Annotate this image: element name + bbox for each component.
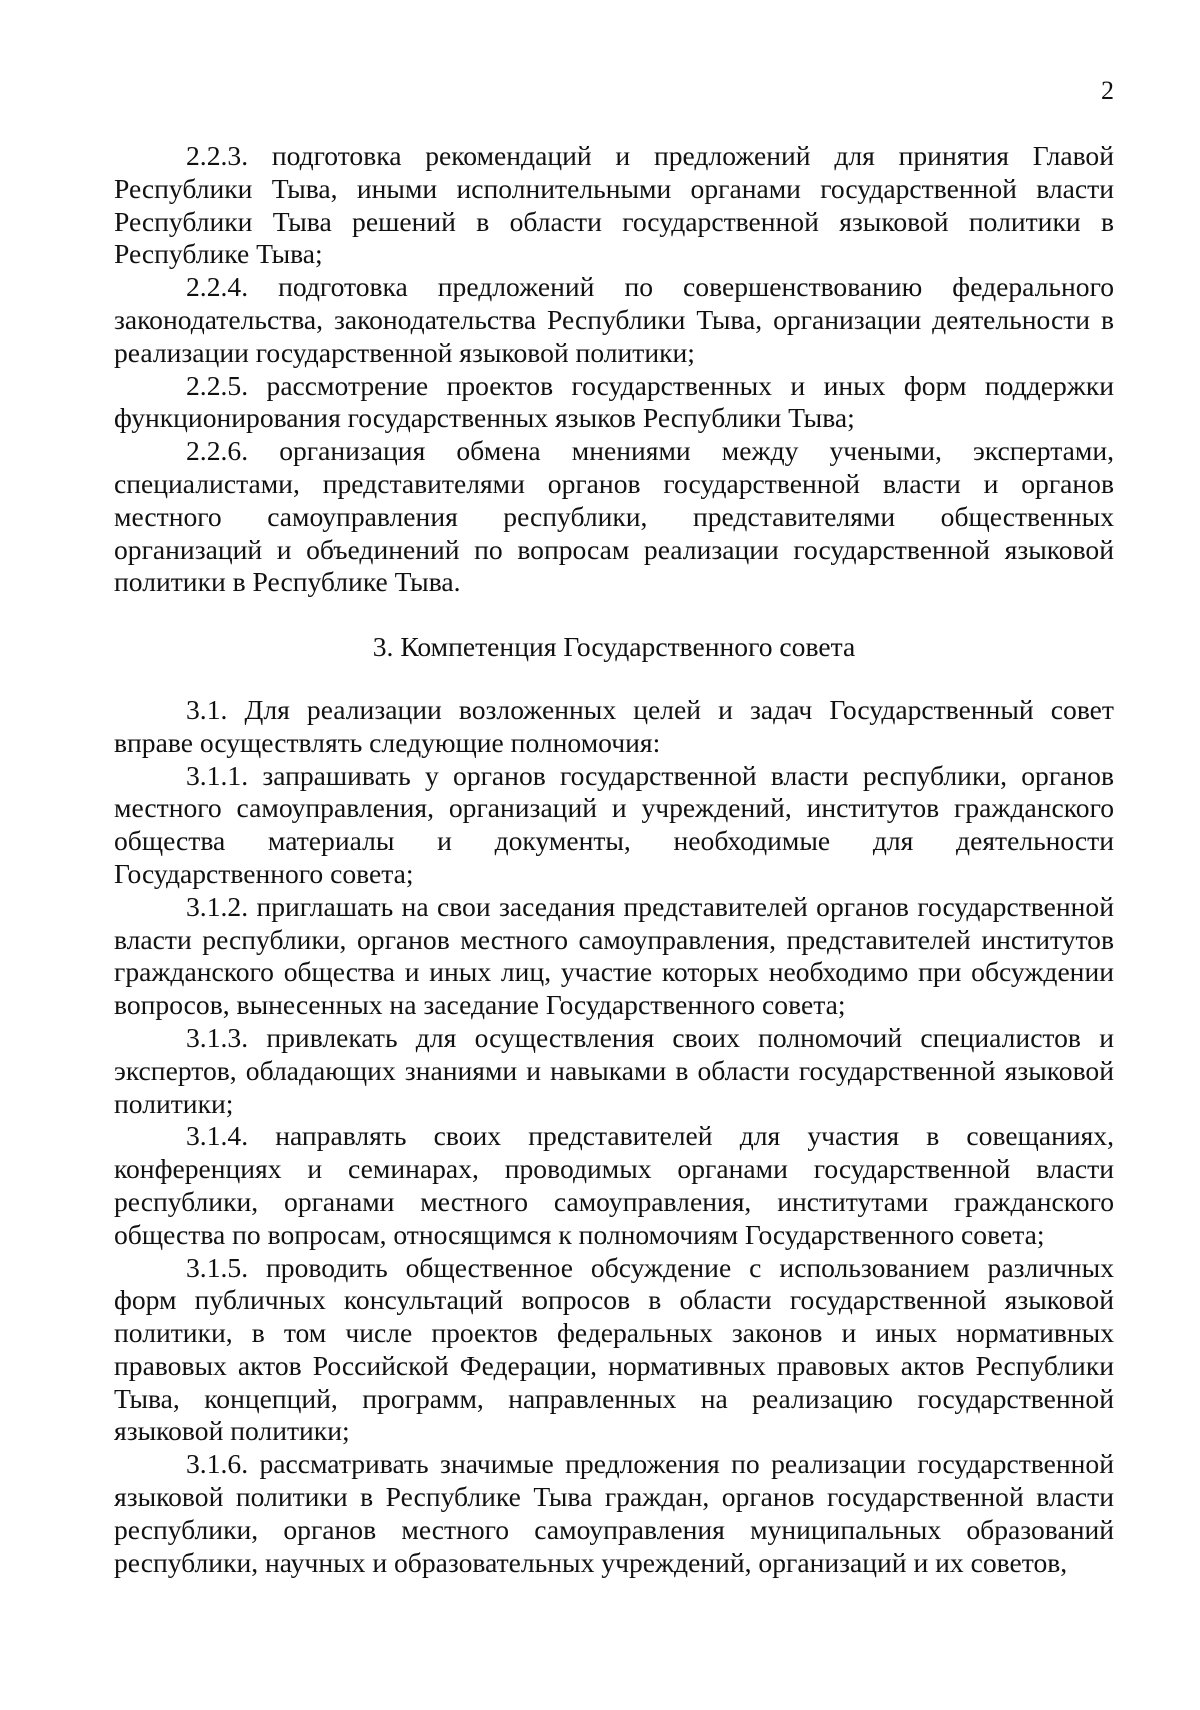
paragraph-3-1: 3.1. Для реализации возложенных целей и задач Государственный совет вправе осуществлять следующие полномочия: [114,693,1114,758]
section-heading: 3. Компетенция Государственного совета [372,631,856,663]
page-number: 2 [1101,76,1114,105]
paragraph-2-2-5: 2.2.5. рассмотрение проектов государственных и иных форм поддержки функционирования государственных языков Республики Тыва; [114,369,1114,434]
document-body [114,140,1114,1579]
paragraph-3-1-1: 3.1.1. запрашивать у органов государственной власти республики, органов местного самоуправления, организаций и учреждений, институтов гражданского общества материалы и документы, необходимые для деятельности Государственного совета; [114,759,1114,889]
paragraph-2-2-4: 2.2.4. подготовка предложений по совершенствованию федерального законодательства, законодательства Республики Тыва, организации деятельности в реализации государственной языковой политики; [114,271,1114,368]
paragraph-2-2-3: 2.2.3. подготовка рекомендаций и предложений для принятия Главой Республики Тыва, иными исполнительными органами государственной власти Республики Тыва решений в области государственной языковой политики в Республике Тыва; [114,140,1114,270]
paragraph-3-1-3: 3.1.3. привлекать для осуществления своих полномочий специалистов и экспертов, обладающих знаниями и навыками в области государственной языковой политики; [114,1021,1114,1119]
paragraph-3-1-4: 3.1.4. направлять своих представителей для участия в совещаниях, конференциях и семинарах, проводимых органами государственной власти республики, органами местного самоуправления, институтами гражданского общества по вопросам, относящимся к полномочиям Государственного совета; [114,1120,1114,1250]
paragraph-3-1-2: 3.1.2. приглашать на свои заседания представителей органов государственной власти республики, органов местного самоуправления, представителей институтов гражданского общества и иных лиц, участие которых необходимо при обсуждении вопросов, вынесенных на заседание Государственного совета; [114,890,1114,1021]
paragraph-3-1-5: 3.1.5. проводить общественное обсуждение с использованием различных форм публичных консультаций вопросов в области государственной языковой политики, в том числе проектов федеральных законов и иных нормативных правовых актов Российской Федерации, нормативных правовых актов Республики Тыва, концепций, программ, направленных на реализацию государственной языковой политики; [114,1251,1114,1447]
paragraph-2-2-6: 2.2.6. организация обмена мнениями между учеными, экспертами, специалистами, представителями органов государственной власти и органов местного самоуправления республики, представителями общественных организаций и объединений по вопросам реализации государственной языковой политики в Республике Тыва. [114,435,1114,598]
paragraph-3-1-6: 3.1.6. рассматривать значимые предложения по реализации государственной языковой политики в Республике Тыва граждан, органов государственной власти республики, органов местного самоуправления муниципальных образований республики, научных и образовательных учреждений, организаций и их советов, [114,1448,1114,1578]
